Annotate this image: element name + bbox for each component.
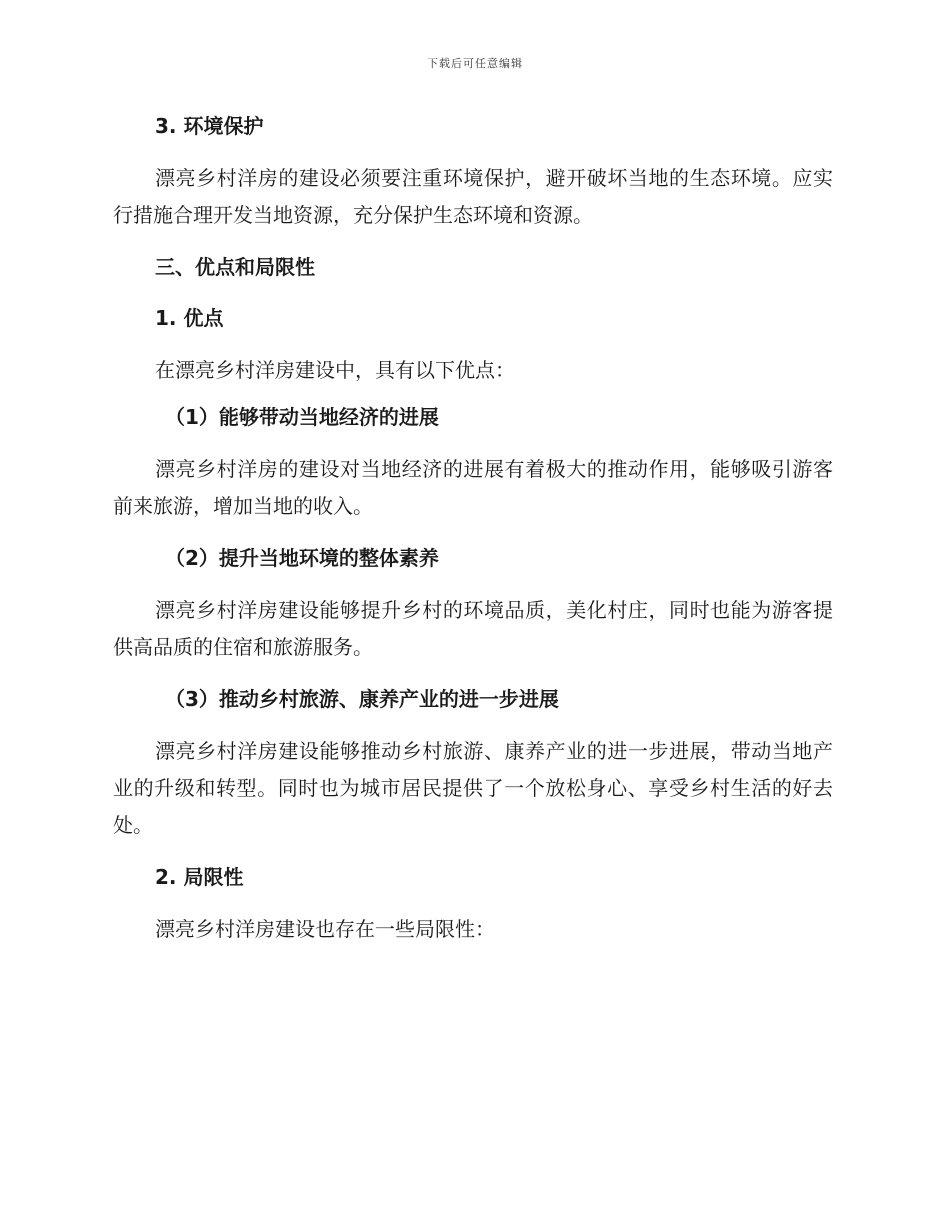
pros-heading: 1. 优点 bbox=[155, 306, 224, 330]
pros-cons-heading: 三、优点和局限性 bbox=[155, 255, 315, 279]
cons-heading: 2. 局限性 bbox=[155, 865, 244, 889]
document-body bbox=[113, 109, 833, 948]
cons-intro: 漂亮乡村洋房建设也存在一些局限性： bbox=[155, 917, 495, 941]
pro3-heading: （3）推动乡村旅游、康养产业的进一步进展 bbox=[165, 687, 559, 711]
pro1-paragraph: 漂亮乡村洋房的建设对当地经济的进展有着极大的推动作用，能够吸引游客前来旅游，增加当地的收入。 bbox=[113, 457, 833, 518]
pro1-heading: （1）能够带动当地经济的进展 bbox=[165, 405, 439, 429]
env-paragraph: 漂亮乡村洋房的建设必须要注重环境保护，避开破坏当地的生态环境。应实行措施合理开发当地资源，充分保护生态环境和资源。 bbox=[113, 166, 833, 227]
pro3-paragraph: 漂亮乡村洋房建设能够推动乡村旅游、康养产业的进一步进展，带动当地产业的升级和转型。同时也为城市居民提供了一个放松身心、享受乡村生活的好去处。 bbox=[113, 739, 833, 837]
pro2-heading: （2）提升当地环境的整体素养 bbox=[165, 546, 439, 570]
pro2-paragraph: 漂亮乡村洋房建设能够提升乡村的环境品质，美化村庄，同时也能为游客提供高品质的住宿和旅游服务。 bbox=[113, 598, 833, 659]
page-header-note: 下载后可任意编辑 bbox=[427, 57, 523, 70]
pros-intro: 在漂亮乡村洋房建设中，具有以下优点： bbox=[155, 358, 515, 382]
env-heading: 3. 环境保护 bbox=[155, 114, 264, 138]
